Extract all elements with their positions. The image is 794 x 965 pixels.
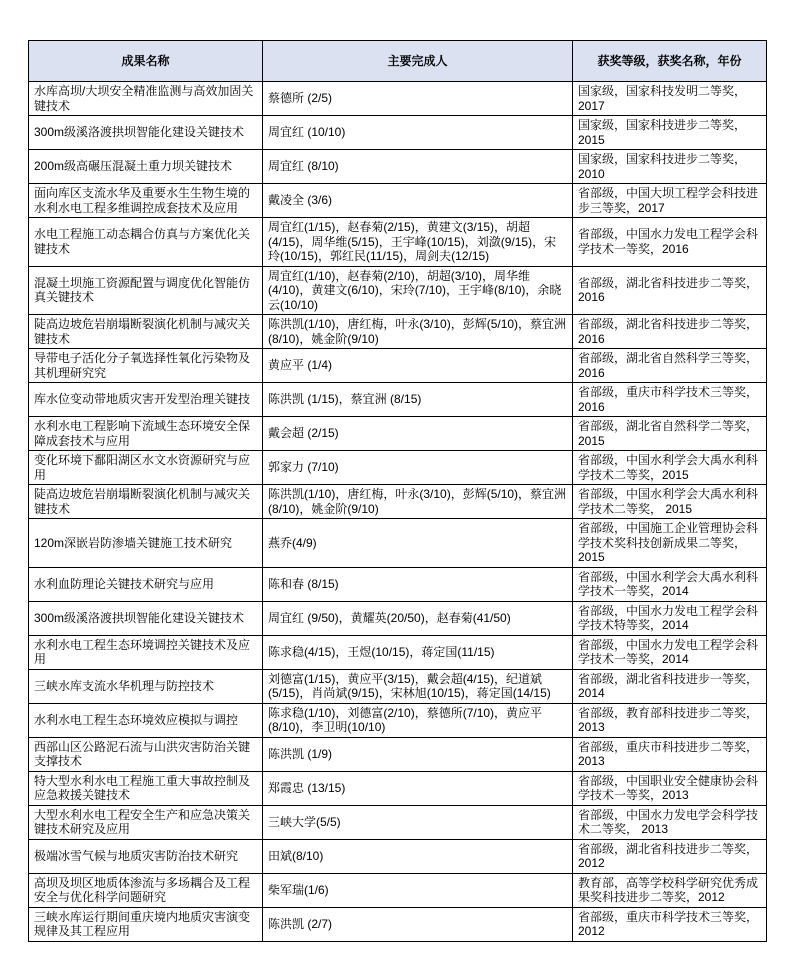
cell-main-contributors: 戴凌全 (3/6) [263,184,573,218]
table-row [29,417,767,451]
table-row [29,315,767,349]
cell-main-contributors: 陈洪凯(1/10)，唐红梅，叶永(3/10)，彭辉(5/10)，蔡宜洲(8/10)，姚金阶(9/10) [263,485,573,519]
cell-award-info: 省部级，湖北省科技进步二等奖，2016 [573,315,767,349]
table-row [29,567,767,601]
header-row [29,41,767,82]
cell-main-contributors: 周宜红 (10/10) [263,116,573,150]
cell-achievement-name: 极端冰雪气候与地质灾害防治技术研究 [29,839,263,873]
cell-award-info: 教育部，高等学校科学研究优秀成果奖科技进步二等奖，2012 [573,873,767,907]
table-row [29,485,767,519]
cell-main-contributors: 蔡德所 (2/5) [263,82,573,116]
cell-award-info: 省部级，湖北省自然科学三等奖，2016 [573,349,767,383]
table-row [29,873,767,907]
cell-achievement-name: 西部山区公路泥石流与山洪灾害防治关键支撑技术 [29,737,263,771]
table-row [29,737,767,771]
cell-achievement-name: 面向库区支流水华及重要水生生物生境的水利水电工程多维调控成套技术及应用 [29,184,263,218]
cell-achievement-name: 三峡水库运行期间重庆境内地质灾害演变规律及其工程应用 [29,907,263,941]
cell-award-info: 省部级，中国水力发电学会科学技术二等奖， 2013 [573,805,767,839]
table-row [29,635,767,669]
cell-main-contributors: 周宜红 (9/50)，黄耀英(20/50)，赵春菊(41/50) [263,601,573,635]
table-row [29,839,767,873]
col-header-main-contributors: 主要完成人 [263,41,573,82]
cell-achievement-name: 混凝土坝施工资源配置与调度优化智能仿真关键技术 [29,266,263,315]
table-row [29,82,767,116]
cell-achievement-name: 水库高坝/大坝安全精准监测与高效加固关键技术 [29,82,263,116]
awards-table [28,40,767,942]
table-row [29,703,767,737]
cell-main-contributors: 陈洪凯 (2/7) [263,907,573,941]
cell-achievement-name: 水利血防理论关键技术研究与应用 [29,567,263,601]
cell-achievement-name: 三峡水库支流水华机理与防控技术 [29,669,263,703]
table-row [29,669,767,703]
cell-award-info: 省部级，重庆市科学技术三等奖，2012 [573,907,767,941]
cell-achievement-name: 水利水电工程生态环境调控关键技术及应用 [29,635,263,669]
cell-award-info: 省部级，中国水利学会大禹水利科学技术一等奖，2014 [573,567,767,601]
cell-achievement-name: 库水位变动带地质灾害开发型治理关键技 [29,383,263,417]
cell-main-contributors: 郭家力 (7/10) [263,451,573,485]
cell-achievement-name: 水利水电工程生态环境效应模拟与调控 [29,703,263,737]
cell-main-contributors: 柴军瑞(1/6) [263,873,573,907]
cell-achievement-name: 陡高边坡危岩崩塌断裂演化机制与减灾关键技术 [29,315,263,349]
cell-achievement-name: 200m级高碾压混凝土重力坝关键技术 [29,150,263,184]
table-row [29,601,767,635]
cell-award-info: 省部级，中国职业安全健康协会科学技术一等奖，2013 [573,771,767,805]
cell-achievement-name: 300m级溪洛渡拱坝智能化建设关键技术 [29,601,263,635]
awards-table-body [29,82,767,942]
col-header-award-info: 获奖等级，获奖名称，年份 [573,41,767,82]
cell-main-contributors: 戴会超 (2/15) [263,417,573,451]
cell-award-info: 省部级，中国施工企业管理协会科学技术奖科技创新成果二等奖，2015 [573,519,767,568]
table-row [29,519,767,568]
table-row [29,218,767,267]
cell-award-info: 国家级，国家科技进步二等奖，2015 [573,116,767,150]
cell-main-contributors: 陈求稳(4/15)，王煜(10/15)，蒋定国(11/15) [263,635,573,669]
cell-main-contributors: 燕乔(4/9) [263,519,573,568]
cell-main-contributors: 田斌(8/10) [263,839,573,873]
cell-award-info: 省部级，中国水力发电工程学会科学技术特等奖，2014 [573,601,767,635]
cell-achievement-name: 300m级溪洛渡拱坝智能化建设关键技术 [29,116,263,150]
cell-main-contributors: 陈洪凯(1/10)，唐红梅，叶永(3/10)，彭辉(5/10)，蔡宜洲(8/10)，姚金阶(9/10) [263,315,573,349]
table-row [29,771,767,805]
cell-award-info: 省部级，湖北省科技进步二等奖，2012 [573,839,767,873]
cell-award-info: 国家级，国家科技发明二等奖，2017 [573,82,767,116]
table-row [29,907,767,941]
cell-main-contributors: 郑霞忠 (13/15) [263,771,573,805]
cell-main-contributors: 陈洪凯 (1/15)，蔡宜洲 (8/15) [263,383,573,417]
awards-table-header [29,41,767,82]
cell-award-info: 省部级，教育部科技进步二等奖，2013 [573,703,767,737]
cell-main-contributors: 刘德富(1/15)，黄应平(3/15)，戴会超(4/15)，纪道斌(5/15)，肖尚斌(9/15)，宋林旭(10/15)，蒋定国(14/15) [263,669,573,703]
table-row [29,451,767,485]
cell-main-contributors: 陈求稳(1/10)，刘德富(2/10)，蔡德所(7/10)，黄应平(8/10)，李卫明(10/10) [263,703,573,737]
table-row [29,184,767,218]
cell-award-info: 省部级，中国水利学会大禹水利科学技术二等奖，2015 [573,451,767,485]
cell-award-info: 省部级，湖北省自然科学二等奖，2015 [573,417,767,451]
cell-main-contributors: 黄应平 (1/4) [263,349,573,383]
cell-main-contributors: 周宜红(1/15)，赵春菊(2/15)，黄建文(3/15)，胡超(4/15)，周华维(5/15)，王宇峰(10/15)，刘潋(9/15)，宋玲(10/15)，郭红民(11/15)，周剑夫(12/15) [263,218,573,267]
cell-award-info: 省部级，重庆市科技进步二等奖，2013 [573,737,767,771]
cell-award-info: 国家级，国家科技进步二等奖，2010 [573,150,767,184]
table-row [29,349,767,383]
cell-achievement-name: 大型水利水电工程安全生产和应急决策关键技术研究及应用 [29,805,263,839]
cell-achievement-name: 高坝及坝区地质体渗流与多场耦合及工程安全与优化科学问题研究 [29,873,263,907]
col-header-achievement-name: 成果名称 [29,41,263,82]
cell-main-contributors: 周宜红(1/10)，赵春菊(2/10)，胡超(3/10)，周华维(4/10)，黄建文(6/10)，宋玲(7/10)，王宇峰(8/10)，余晓云(10/10) [263,266,573,315]
cell-award-info: 省部级，中国水利学会大禹水利科学技术二等奖， 2015 [573,485,767,519]
cell-achievement-name: 导带电子活化分子氧选择性氧化污染物及其机理研究究 [29,349,263,383]
cell-achievement-name: 陡高边坡危岩崩塌断裂演化机制与减灾关键技术 [29,485,263,519]
cell-achievement-name: 变化环境下鄱阳湖区水文水资源研究与应用 [29,451,263,485]
cell-achievement-name: 水电工程施工动态耦合仿真与方案优化关键技术 [29,218,263,267]
cell-achievement-name: 水利水电工程影响下流域生态环境安全保障成套技术与应用 [29,417,263,451]
table-row [29,805,767,839]
cell-award-info: 省部级，湖北省科技进步一等奖，2014 [573,669,767,703]
cell-achievement-name: 120m深嵌岩防渗墙关键施工技术研究 [29,519,263,568]
cell-main-contributors: 陈洪凯 (1/9) [263,737,573,771]
cell-award-info: 省部级，中国水力发电工程学会科学技术一等奖，2016 [573,218,767,267]
table-row [29,150,767,184]
cell-award-info: 省部级，中国大坝工程学会科技进步三等奖，2017 [573,184,767,218]
table-row [29,266,767,315]
cell-main-contributors: 周宜红 (8/10) [263,150,573,184]
cell-achievement-name: 特大型水利水电工程施工重大事故控制及应急救援关键技术 [29,771,263,805]
table-row [29,116,767,150]
cell-award-info: 省部级，中国水力发电工程学会科学技术一等奖，2014 [573,635,767,669]
cell-main-contributors: 陈和春 (8/15) [263,567,573,601]
cell-award-info: 省部级，重庆市科学技术三等奖，2016 [573,383,767,417]
cell-main-contributors: 三峡大学(5/5) [263,805,573,839]
cell-award-info: 省部级，湖北省科技进步二等奖，2016 [573,266,767,315]
table-row [29,383,767,417]
